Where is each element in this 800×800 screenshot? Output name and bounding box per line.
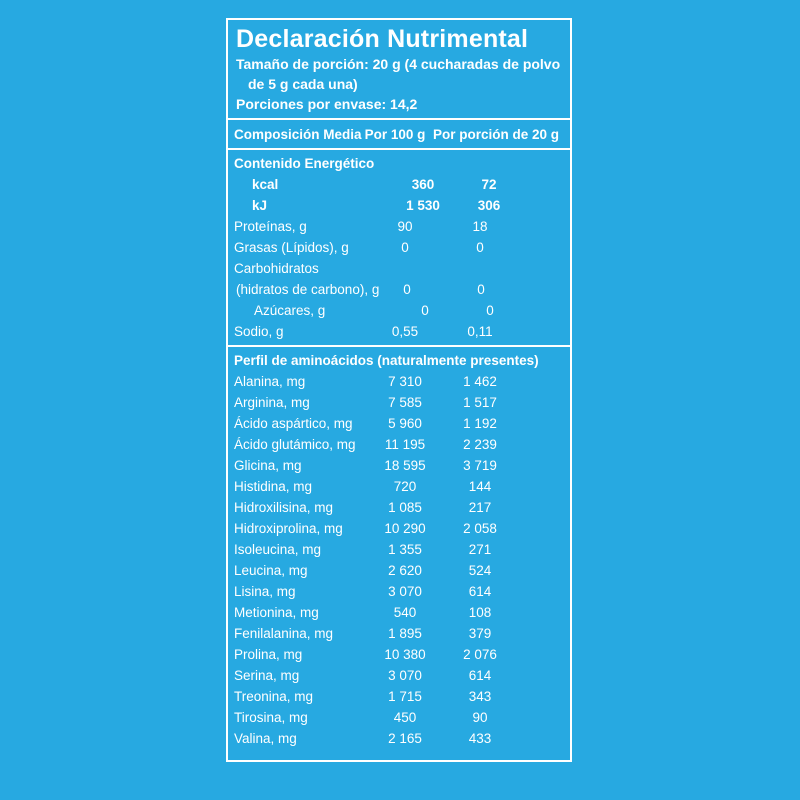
row-per-serving: 379 [468,626,492,641]
row-per-serving: 524 [468,563,492,578]
serving-size-line2: de 5 g cada una) [248,76,358,92]
row-per-serving: 271 [468,542,492,557]
row-per100: 3 070 [388,584,422,599]
row-per-serving: 0 [476,240,484,255]
row-per100: 1 715 [388,689,422,704]
row-per-serving: 2 058 [463,521,497,536]
row-per100: 18 595 [384,458,426,473]
table-row [234,518,564,539]
row-label: Ácido glutámico, mg [234,437,356,452]
table-row [234,195,564,216]
row-label: Grasas (Lípidos), g [234,240,349,255]
row-label: Valina, mg [234,731,297,746]
amino-section [228,347,570,749]
row-per-serving: 343 [468,689,492,704]
table-row [234,455,564,476]
row-label: Hidroxilisina, mg [234,500,334,515]
row-per100: 0,55 [391,324,419,339]
row-per-serving: 1 192 [463,416,497,431]
amino-title: Perfil de aminoácidos (naturalmente presentes) [234,353,539,368]
row-label-line1: Carbohidratos [234,261,319,276]
table-row [234,279,564,300]
row-per100: 720 [393,479,417,494]
table-row [234,728,564,749]
row-label: Arginina, mg [234,395,310,410]
row-per100: 1 530 [406,198,440,213]
row-label: Azúcares, g [254,303,326,318]
serving-size-line1: Tamaño de porción: 20 g (4 cucharadas de polvo [236,56,561,72]
row-label: Metionina, mg [234,605,319,620]
label-header [228,20,570,118]
row-label: Sodio, g [234,324,284,339]
row-per100: 11 195 [384,437,426,452]
row-per-serving: 0 [477,282,485,297]
row-label: Alanina, mg [234,374,306,389]
row-per100: 3 070 [388,668,422,683]
table-row [234,434,564,455]
row-per-serving: 72 [481,177,497,192]
table-row-label-line [234,258,564,279]
table-row [234,665,564,686]
nutrients-section [228,150,570,342]
table-row [234,644,564,665]
row-label: kcal [252,177,279,192]
row-per100: 1 895 [388,626,422,641]
row-label: Proteínas, g [234,219,307,234]
label-title: Declaración Nutrimental [236,25,529,53]
row-per-serving: 144 [468,479,492,494]
table-row [234,539,564,560]
row-label: Histidina, mg [234,479,313,494]
energy-title: Contenido Energético [234,156,375,171]
table-row [234,602,564,623]
row-label: Prolina, mg [234,647,303,662]
row-label: Serina, mg [234,668,300,683]
table-row [234,686,564,707]
row-per-serving: 433 [468,731,492,746]
row-per-serving: 306 [477,198,501,213]
col-per-serving: Por porción de 20 g [432,126,560,142]
row-label: Isoleucina, mg [234,542,322,557]
table-row [234,371,564,392]
table-row [234,300,564,321]
row-per-serving: 614 [468,668,492,683]
row-label: Ácido aspártico, mg [234,416,353,431]
row-per100: 1 355 [388,542,422,557]
row-per-serving: 1 462 [463,374,497,389]
row-per100: 1 085 [388,500,422,515]
row-per-serving: 614 [468,584,492,599]
table-row [234,476,564,497]
col-composition: Composición Media [234,126,362,142]
row-label: Lisina, mg [234,584,296,599]
row-per100: 540 [393,605,417,620]
row-per-serving: 0,11 [467,324,493,339]
row-per100: 10 290 [384,521,426,536]
row-label: Tirosina, mg [234,710,308,725]
row-label: kJ [252,198,268,213]
row-per100: 7 310 [388,374,422,389]
serving-size [236,54,562,114]
servings-per-container: Porciones por envase: 14,2 [236,96,418,112]
row-per-serving: 108 [468,605,492,620]
table-row [234,581,564,602]
row-label: (hidratos de carbono), g [236,282,380,297]
row-per-serving: 3 719 [463,458,497,473]
row-label: Leucina, mg [234,563,308,578]
row-per100: 0 [403,282,411,297]
table-row [234,321,564,342]
col-per100: Por 100 g [364,126,426,142]
row-per-serving: 90 [472,710,488,725]
row-per100: 0 [421,303,429,318]
row-per-serving: 2 076 [463,647,497,662]
row-per100: 0 [401,240,409,255]
row-per-serving: 18 [472,219,488,234]
column-headers [228,120,570,148]
table-row [234,216,564,237]
amino-table [234,371,564,749]
row-per-serving: 0 [486,303,494,318]
row-label: Hidroxiprolina, mg [234,521,343,536]
table-row [234,707,564,728]
row-per-serving: 1 517 [463,395,497,410]
row-per100: 360 [411,177,435,192]
row-label: Fenilalanina, mg [234,626,334,641]
row-per100: 7 585 [388,395,422,410]
table-row [234,560,564,581]
table-row [234,392,564,413]
row-per100: 2 620 [388,563,422,578]
row-per100: 2 165 [388,731,422,746]
table-row [234,174,564,195]
table-row [234,623,564,644]
table-row [234,237,564,258]
table-row [234,497,564,518]
row-per-serving: 2 239 [463,437,497,452]
row-per-serving: 217 [468,500,492,515]
row-per100: 90 [397,219,413,234]
row-per100: 450 [393,710,417,725]
row-per100: 5 960 [388,416,422,431]
row-label: Glicina, mg [234,458,302,473]
row-per100: 10 380 [384,647,426,662]
row-label: Treonina, mg [234,689,314,704]
table-row [234,413,564,434]
nutrition-label [226,18,572,762]
